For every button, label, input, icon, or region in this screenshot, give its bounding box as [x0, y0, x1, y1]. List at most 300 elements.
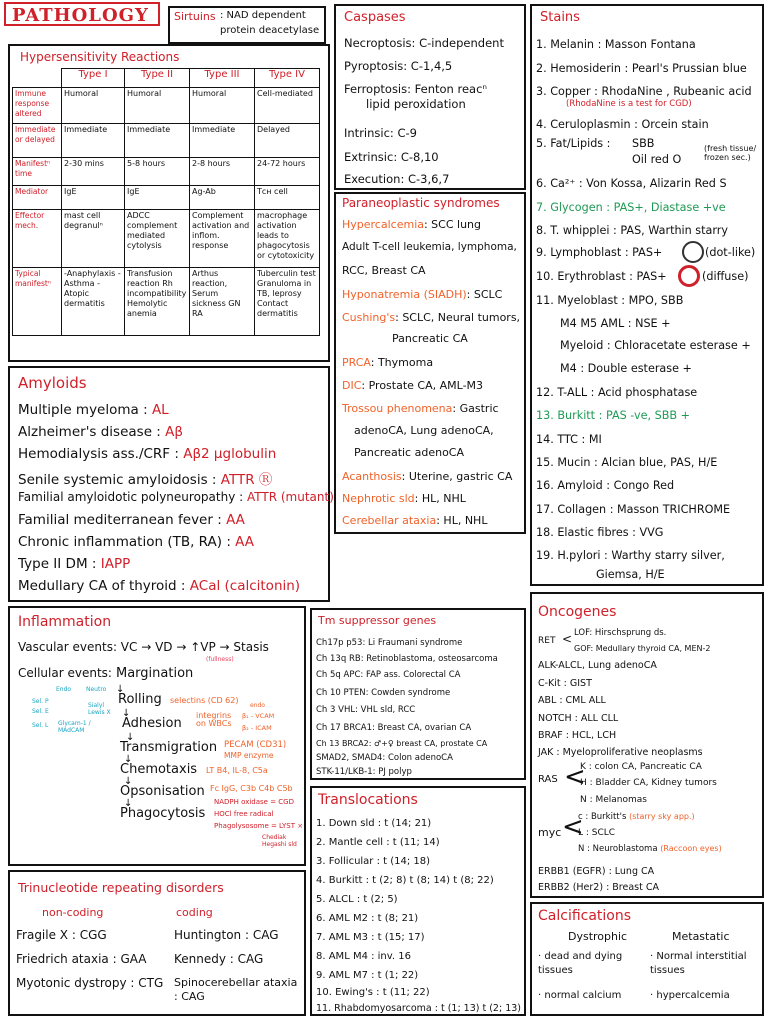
burkitt-note: (starry sky app.) — [629, 812, 695, 821]
amyloid-label: Senile systemic amyloidosis — [18, 472, 208, 488]
brace-icon: < — [564, 762, 586, 792]
stain-line: 11. Myeloblast : MPO, SBB — [536, 294, 684, 307]
trinucleotide-line: Fragile X : CGG — [16, 928, 107, 942]
row-header: Typical manifestⁿ — [13, 268, 62, 336]
stain-line: M4 M5 AML : NSE + — [560, 317, 671, 330]
down-arrow-icon: ↓ — [124, 776, 133, 787]
amyloid-label: Multiple myeloma — [18, 402, 139, 418]
down-arrow-icon: ↓ — [126, 732, 135, 743]
caspase-value: : Fenton reacⁿ — [407, 82, 487, 96]
oncogene-ret: RET — [538, 636, 556, 646]
table-row — [13, 88, 320, 124]
table-row — [13, 186, 320, 210]
caspase-value: : C-3,6,7 — [400, 172, 450, 186]
disease: : FAP ass. Colorectal CA — [360, 670, 461, 680]
transmig-note1: PECAM (CD31) — [224, 740, 287, 750]
step-opsonisation: Opsonisation — [120, 784, 205, 799]
myc-c: c : Burkitt's — [578, 812, 627, 822]
paraneoplastic-box — [334, 192, 526, 534]
paraneoplastic-label: Hypercalcemia — [342, 218, 424, 231]
left-note: Sel. L — [32, 722, 49, 729]
vascular-events: Vascular events: VC → VD → ↑VP → Stasis — [18, 640, 269, 654]
tumor-suppressor-line — [316, 638, 462, 648]
tumor-suppressor-line — [316, 753, 453, 763]
column-header: Type IV — [255, 69, 320, 88]
brace-icon: < — [562, 632, 573, 646]
table-corner — [13, 69, 62, 88]
table-cell: Transfusion reaction Rh incompatibility Hemolytic anemia — [125, 268, 190, 336]
translocation-line: 3. Follicular : t (14; 18) — [316, 856, 431, 867]
chromosome: Ch 5q — [316, 670, 341, 680]
caspase-label: Pyroptosis — [344, 59, 404, 73]
adhesion-right1: β₁ - VCAM — [242, 712, 275, 720]
paraneoplastic-line — [342, 514, 487, 527]
tumor-suppressor-line — [316, 705, 415, 715]
stain-line: 15. Mucin : Alcian blue, PAS, H/E — [536, 456, 718, 469]
amyloid-value: ATTR Ⓡ — [220, 472, 273, 488]
row-header: Effector mech. — [13, 210, 62, 268]
paraneoplastic-line — [342, 241, 517, 253]
paraneoplastic-value: adenoCA, Lung adenoCA, — [354, 424, 494, 437]
amyloid-line: Multiple myeloma : AL — [18, 402, 169, 418]
tumor-suppressor-line — [316, 767, 412, 777]
left-note: Sialyl Lewis X — [88, 702, 111, 716]
paraneoplastic-value: : Thymoma — [370, 356, 434, 369]
paraneoplastic-line — [342, 218, 481, 231]
translocations-box — [310, 786, 526, 1016]
stain-line: 3. Copper : RhodaNine , Rubeanic acid — [536, 85, 752, 98]
paraneoplastic-value: : SCLC, Neural tumors, — [395, 311, 521, 324]
column-header: Type II — [125, 69, 190, 88]
table-cell: macrophage activation leads to phagocytosis or cytotoxicity — [255, 210, 320, 268]
caspase-line — [344, 36, 504, 50]
down-arrow-icon: ↓ — [122, 708, 131, 719]
oncogene-myc: myc — [538, 826, 562, 839]
rolling-note: selectins (CD 62) — [170, 696, 239, 705]
gene: VHL — [338, 705, 356, 715]
table-cell: mast cell degranulⁿ — [62, 210, 125, 268]
paraneoplastic-value: Adult T-cell leukemia, lymphoma, — [342, 241, 517, 253]
dystrophic-item: · dead and dying tissues — [538, 951, 623, 976]
paraneoplastic-value: Pancreatic adenoCA — [354, 446, 464, 459]
coding-label: coding — [176, 906, 213, 919]
stain-line: 4. Ceruloplasmin : Orcein stain — [536, 118, 709, 131]
disease: : Colon adenoCA — [382, 753, 453, 763]
oncogene-line — [578, 812, 695, 822]
paraneoplastic-value: : SCLC — [466, 288, 503, 301]
table-cell: 5-8 hours — [125, 158, 190, 186]
trinucleotide-line: Kennedy : CAG — [174, 952, 264, 966]
dystrophic-label: Dystrophic — [568, 930, 628, 943]
translocation-line: 2. Mantle cell : t (11; 14) — [316, 837, 440, 848]
table-cell: IgE — [62, 186, 125, 210]
paraneoplastic-value: : Uterine, gastric CA — [401, 470, 513, 483]
chromosome: Ch 17 — [316, 723, 341, 733]
amyloid-line: Chronic inflammation (TB, RA) : AA — [18, 534, 255, 550]
adhesion-right2: β₂ - ICAM — [242, 724, 272, 732]
stain-line: 18. Elastic fibres : VVG — [536, 526, 664, 539]
myc-n: N : Neuroblastoma — [578, 844, 658, 854]
phago-note1: NADPH oxidase = CGD — [214, 798, 294, 806]
caspases-box — [334, 4, 526, 190]
disease: : VHL sld, RCC — [355, 705, 416, 715]
paraneoplastic-line — [342, 470, 512, 483]
oncogene-line: GOF: Medullary thyroid CA, MEN-2 — [574, 644, 711, 653]
oncogene-line: ABL : CML ALL — [538, 695, 606, 706]
step-phagocytosis: Phagocytosis — [120, 806, 206, 821]
page-title-box — [4, 2, 160, 26]
stain-line: 9. Lymphoblast : PAS+ — [536, 246, 663, 259]
chromosome: Ch 10 — [316, 688, 341, 698]
column-header: Type III — [190, 69, 255, 88]
caspase-value: : C-8,10 — [393, 150, 439, 164]
left-note: Sel. P — [32, 698, 49, 705]
stain-line: 5. Fat/Lipids : — [536, 137, 611, 150]
phago-note4: Chediak Hegashi sld — [262, 834, 297, 848]
translocation-line: 8. AML M4 : inv. 16 — [316, 951, 411, 962]
cellular-events-label: Cellular events: — [18, 666, 112, 680]
oncogene-line: BRAF : HCL, LCH — [538, 730, 617, 741]
translocation-line: 9. AML M7 : t (1; 22) — [316, 970, 419, 981]
paraneoplastic-value: Pancreatic CA — [392, 332, 468, 345]
left-note: Glycam-1 / MAdCAM — [58, 720, 91, 734]
paraneoplastic-label: Acanthosis — [342, 470, 402, 483]
amyloid-line: Alzheimer's disease : Aβ — [18, 424, 183, 440]
column-header: Type I — [62, 69, 125, 88]
oncogene-line: K : colon CA, Pancreatic CA — [580, 762, 702, 772]
gene: RB — [348, 654, 361, 664]
vascular-note: (fullness) — [206, 656, 234, 663]
down-arrow-icon: ↓ — [124, 754, 133, 765]
amyloid-value: ACal (calcitonin) — [189, 578, 301, 594]
stain-line: 13. Burkitt : PAS -ve, SBB + — [536, 409, 691, 422]
caspase-line — [344, 150, 439, 164]
tumor-suppressor-line — [316, 670, 460, 680]
caspase-value: : C-independent — [411, 36, 504, 50]
table-cell: Arthus reaction, Serum sickness GN RA — [190, 268, 255, 336]
inflammation-box — [8, 606, 306, 866]
page-title: PATHOLOGY — [12, 5, 149, 26]
oncogene-line: ERBB1 (EGFR) : Lung CA — [538, 866, 655, 877]
amyloid-label: Hemodialysis ass./CRF — [18, 446, 171, 462]
table-cell: Humoral — [62, 88, 125, 124]
paraneoplastic-label: Cerebellar ataxia — [342, 514, 437, 527]
gene: PTEN — [343, 688, 366, 698]
amyloid-line: Medullary CA of thyroid : ACal (calcitonin) — [18, 578, 301, 594]
hypersensitivity-table — [12, 68, 320, 336]
table-cell: Immediate — [62, 124, 125, 158]
table-row — [13, 210, 320, 268]
row-header: Manifestⁿ time — [13, 158, 62, 186]
table-row — [13, 268, 320, 336]
stain-line: 16. Amyloid : Congo Red — [536, 479, 675, 492]
chemotaxis-note: LT B4, IL-8, C5a — [206, 766, 268, 775]
table-cell: -Anaphylaxis -Asthma -Atopic dermatitis — [62, 268, 125, 336]
left-note: Neutro — [86, 686, 107, 693]
disease: : Cowden syndrome — [365, 688, 451, 698]
trinucleotide-line: Huntington : CAG — [174, 928, 279, 942]
table-cell: Humoral — [125, 88, 190, 124]
disease: : Li Fraumani syndrome — [362, 638, 463, 648]
stain-line: 6. Ca²⁺ : Von Kossa, Alizarin Red S — [536, 177, 727, 190]
hypersensitivity-box — [8, 44, 330, 362]
paraneoplastic-line — [342, 492, 466, 505]
row-header: Immediate or delayed — [13, 124, 62, 158]
oncogene-line: JAK : Myeloproliferative neoplasms — [538, 747, 703, 758]
stain-line: 12. T-ALL : Acid phosphatase — [536, 386, 698, 399]
table-cell: Complement activation and inflom. response — [190, 210, 255, 268]
trinucleotide-line: Myotonic dystropy : CTG — [16, 976, 164, 990]
translocation-line: 10. Ewing's : t (11; 22) — [316, 987, 430, 998]
oncogene-line: NOTCH : ALL CLL — [538, 713, 619, 724]
oncogene-line: L : SCLC — [578, 828, 616, 838]
stain-line: 7. Glycogen : PAS+, Diastase +ve — [536, 201, 726, 214]
stain-fat-sbb: SBB — [632, 137, 655, 150]
caspase-label: Intrinsic — [344, 126, 390, 140]
sirtuins-line2: protein deacetylase — [220, 25, 320, 36]
disease: : ♂+♀ breast CA, prostate CA — [368, 739, 488, 748]
metastatic-item: · Normal interstitial tissues — [650, 951, 747, 976]
caspase-value: : C-9 — [389, 126, 417, 140]
amyloid-value: AA — [235, 534, 255, 550]
translocations-title: Translocations — [318, 792, 418, 808]
disease: : Breast CA, ovarian CA — [372, 723, 472, 733]
paraneoplastic-value: : Prostate CA, AML-M3 — [361, 379, 484, 392]
left-note: Sel. E — [32, 708, 49, 715]
amyloid-label: Medullary CA of thyroid — [18, 578, 177, 594]
amyloid-line: Familial amyloidotic polyneuropathy : ATTR (mutant) — [18, 490, 334, 504]
caspase-label: Extrinsic — [344, 150, 394, 164]
amyloid-label: Familial amyloidotic polyneuropathy — [18, 490, 236, 504]
down-arrow-icon: ↓ — [124, 798, 133, 809]
oncogene-line: ERBB2 (Her2) : Breast CA — [538, 882, 659, 893]
amyloid-value: IAPP — [100, 556, 131, 572]
stain-line: 19. H.pylori : Warthy starry silver, — [536, 549, 725, 562]
amyloid-line: Type II DM : IAPP — [18, 556, 131, 572]
trinucleotide-title: Trinucleotide repeating disorders — [18, 880, 224, 895]
paraneoplastic-value: : SCC lung — [423, 218, 482, 231]
tumor-suppressor-line — [316, 654, 498, 664]
table-row — [13, 124, 320, 158]
trinucleotide-line: Spinocerebellar ataxia : CAG — [174, 976, 298, 1003]
noncoding-label: non-coding — [42, 906, 104, 919]
stain-line: 8. T. whipplei : PAS, Warthin starry — [536, 224, 729, 237]
paraneoplastic-line — [354, 446, 464, 459]
opsonisation-note: Fc IgG, C3b C4b C5b — [210, 784, 293, 793]
transmig-note2: MMP enzyme — [224, 751, 274, 760]
table-cell: Tuberculin test Granuloma in TB, leprosy Contact dermatitis — [255, 268, 320, 336]
gene: p53 — [346, 638, 363, 648]
caspase-value: lipid peroxidation — [366, 97, 466, 111]
step-margination: Margination — [116, 666, 194, 681]
diffuse-circle-icon — [678, 265, 700, 287]
translocation-line: 1. Down sld : t (14; 21) — [316, 818, 432, 829]
table-cell: Delayed — [255, 124, 320, 158]
stains-title: Stains — [540, 10, 580, 25]
amyloid-label: Alzheimer's disease — [18, 424, 152, 440]
step-adhesion: Adhesion — [122, 716, 182, 731]
hypersensitivity-title: Hypersensitivity Reactions — [20, 50, 180, 64]
stain-line: 1. Melanin : Masson Fontana — [536, 38, 696, 51]
paraneoplastic-line — [342, 356, 433, 369]
caspase-label: Ferroptosis — [344, 82, 408, 96]
amyloids-title: Amyloids — [18, 374, 87, 392]
disease: : Retinoblastoma, osteosarcoma — [360, 654, 498, 664]
caspase-label: Necroptosis — [344, 36, 412, 50]
stain-diffuse: (diffuse) — [702, 270, 749, 283]
table-cell: 2-8 hours — [190, 158, 255, 186]
stain-fat-oil: Oil red O — [632, 153, 682, 166]
table-cell: Humoral — [190, 88, 255, 124]
brace-icon: < — [562, 812, 584, 842]
paraneoplastic-value: : HL, NHL — [436, 514, 488, 527]
paraneoplastic-value: : HL, NHL — [414, 492, 466, 505]
oncogene-line: ALK-ALCL, Lung adenoCA — [538, 660, 657, 671]
translocation-line: 5. ALCL : t (2; 5) — [316, 894, 398, 905]
dot-like-circle-icon — [682, 241, 704, 263]
down-arrow-icon: ↓ — [116, 684, 125, 695]
table-cell: ADCC complement mediated cytolysis — [125, 210, 190, 268]
paraneoplastic-value: : Gastric — [452, 402, 499, 415]
chromosome: Ch 3 — [316, 705, 336, 715]
amyloid-value: Aβ — [165, 424, 183, 440]
paraneoplastic-line — [392, 332, 468, 345]
amyloid-value: AA — [226, 512, 245, 528]
gene: SMAD2, SMAD4 — [316, 753, 383, 763]
oncogene-line: N : Melanomas — [580, 795, 647, 805]
chromosome: Ch 13 — [316, 739, 340, 748]
sirtuins-box — [168, 6, 326, 44]
caspase-line — [344, 172, 449, 186]
paraneoplastic-label: Hyponatremia (SIADH) — [342, 288, 467, 301]
oncogene-line: H : Bladder CA, Kidney tumors — [580, 778, 717, 788]
caspase-line — [344, 59, 452, 73]
calcifications-box — [530, 902, 764, 1016]
stain-line: 10. Erythroblast : PAS+ — [536, 270, 667, 283]
paraneoplastic-label: Trossou phenomena — [342, 402, 453, 415]
stain-line: Myeloid : Chloracetate esterase + — [560, 339, 751, 352]
tumor-suppressor-line — [316, 739, 487, 748]
step-chemotaxis: Chemotaxis — [120, 762, 198, 777]
translocation-line: 11. Rhabdomyosarcoma : t (1; 13) t (2; 13) — [316, 1003, 521, 1014]
chromosome: Ch 13q — [316, 654, 347, 664]
stain-line: 2. Hemosiderin : Pearl's Prussian blue — [536, 62, 747, 75]
gene: STK-11/LKB-1 — [316, 767, 373, 777]
paraneoplastic-label: PRCA — [342, 356, 371, 369]
table-cell: IgE — [125, 186, 190, 210]
paraneoplastic-value: RCC, Breast CA — [342, 264, 426, 277]
stain-line: 17. Collagen : Masson TRICHROME — [536, 503, 731, 516]
sirtuins-line1: : NAD dependent — [220, 10, 306, 21]
stain-fat-note: (fresh tissue/ frozen sec.) — [704, 144, 757, 162]
step-transmigration: Transmigration — [120, 740, 218, 755]
trinucleotide-box — [8, 870, 306, 1016]
oncogene-ras: RAS — [538, 774, 558, 785]
translocation-line: 7. AML M3 : t (15; 17) — [316, 932, 425, 943]
oncogenes-title: Oncogenes — [538, 604, 617, 620]
tumor-suppressor-line — [316, 723, 471, 733]
amyloid-value: Aβ2 μglobulin — [183, 446, 277, 462]
adhesion-endo: endo — [250, 702, 265, 709]
amyloid-line: Familial mediterranean fever : AA — [18, 512, 245, 528]
table-cell: Tᴄʜ cell — [255, 186, 320, 210]
gene: BRCA1 — [343, 723, 373, 733]
stains-box — [530, 4, 764, 586]
metastatic-item: · hypercalcemia — [650, 990, 730, 1001]
trinucleotide-line: Friedrich ataxia : GAA — [16, 952, 147, 966]
sirtuins-label: Sirtuins — [174, 10, 216, 23]
amyloid-label: Familial mediterranean fever — [18, 512, 213, 528]
tumor-suppressor-title: Tm suppressor genes — [318, 614, 437, 627]
table-cell: Cell-mediated — [255, 88, 320, 124]
amyloid-label: Chronic inflammation (TB, RA) — [18, 534, 223, 550]
chromosome: Ch17p — [316, 638, 344, 648]
gene: APC — [343, 670, 361, 680]
caspase-line — [344, 126, 417, 140]
inflammation-title: Inflammation — [18, 614, 112, 630]
caspase-label: Execution — [344, 172, 401, 186]
paraneoplastic-line — [342, 402, 499, 415]
paraneoplastic-label: Cushing's — [342, 311, 396, 324]
stain-line: 14. TTC : MI — [536, 433, 602, 446]
translocation-line: 6. AML M2 : t (8; 21) — [316, 913, 419, 924]
caspase-line — [344, 82, 487, 96]
paraneoplastic-line — [342, 264, 426, 277]
table-cell: 2-30 mins — [62, 158, 125, 186]
stain-note: (RhodaNine is a test for CGD) — [566, 99, 692, 109]
amyloid-label: Type II DM — [18, 556, 88, 572]
dystrophic-item: · normal calcium — [538, 990, 622, 1001]
stain-dot-like: (dot-like) — [705, 246, 756, 259]
left-note: Endo — [56, 686, 72, 693]
table-cell: Immediate — [190, 124, 255, 158]
caspases-title: Caspases — [344, 10, 406, 25]
gene: BRCA2 — [341, 739, 369, 748]
stain-line: M4 : Double esterase + — [560, 362, 692, 375]
paraneoplastic-label: DIC — [342, 379, 362, 392]
amyloid-line: Senile systemic amyloidosis : ATTR Ⓡ — [18, 472, 273, 488]
tumor-suppressor-line — [316, 688, 450, 698]
table-row — [13, 158, 320, 186]
phago-note3: Phagolysosome = LYST × — [214, 822, 304, 830]
row-header: Immune response altered — [13, 88, 62, 124]
translocation-line: 4. Burkitt : t (2; 8) t (8; 14) t (8; 22) — [316, 875, 494, 886]
oncogene-line — [578, 844, 722, 854]
caspase-value: : C-1,4,5 — [403, 59, 453, 73]
table-cell: 24-72 hours — [255, 158, 320, 186]
tumor-suppressor-box — [310, 608, 526, 780]
oncogenes-box — [530, 592, 764, 898]
table-header-row — [13, 69, 320, 88]
neuro-note: (Raccoon eyes) — [660, 844, 722, 853]
paraneoplastic-label: Nephrotic sld — [342, 492, 415, 505]
caspase-line — [366, 97, 466, 111]
paraneoplastic-line — [342, 379, 483, 392]
oncogene-line: LOF: Hirschsprung ds. — [574, 628, 667, 638]
step-rolling: Rolling — [118, 692, 162, 707]
row-header: Mediator — [13, 186, 62, 210]
stain-line: Giemsa, H/E — [596, 568, 665, 581]
paraneoplastic-line — [342, 288, 502, 301]
adhesion-note: integrins on WBCs — [196, 711, 232, 728]
disease: : PJ polyp — [372, 767, 412, 777]
table-cell: Immediate — [125, 124, 190, 158]
paraneoplastic-line — [354, 424, 494, 437]
paraneoplastic-title: Paraneoplastic syndromes — [342, 196, 500, 210]
metastatic-label: Metastatic — [672, 930, 730, 943]
calcifications-title: Calcifications — [538, 908, 632, 924]
amyloid-value: AL — [151, 402, 169, 418]
